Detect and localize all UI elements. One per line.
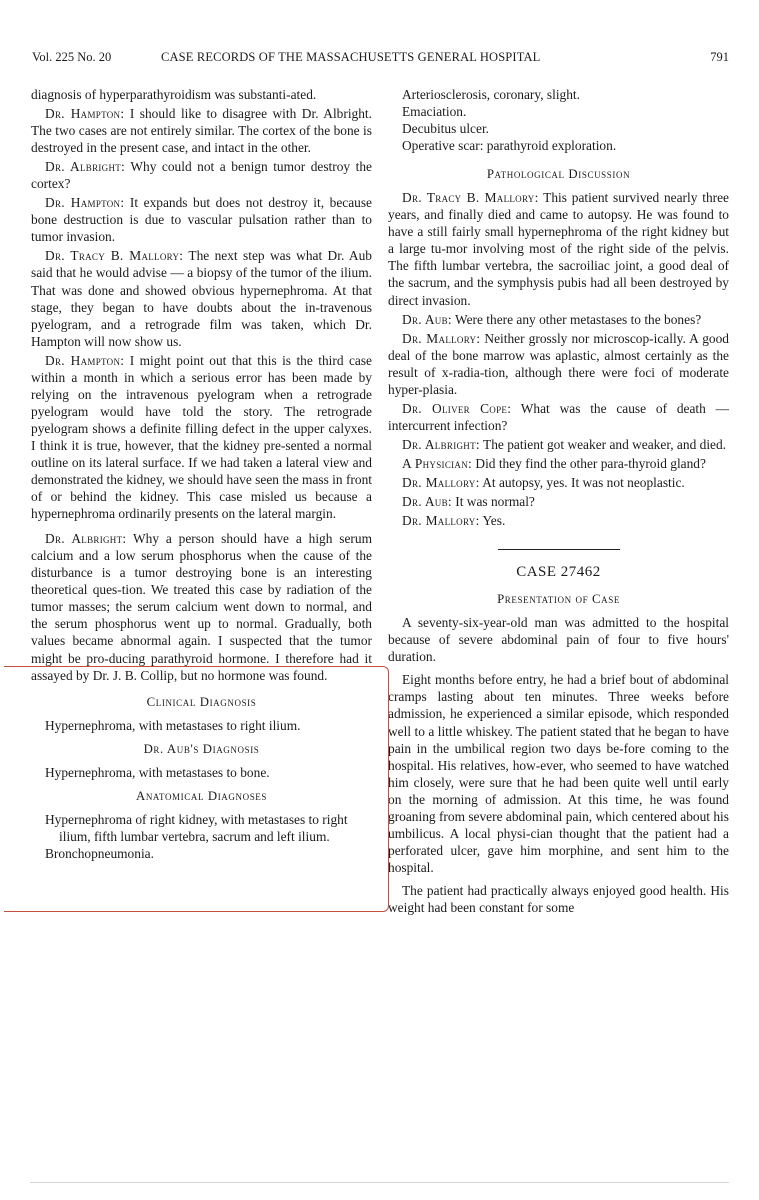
paragraph-text: Were there any other metastases to the bones? (451, 311, 702, 327)
paragraph-text: The next step was what Dr. Aub said that he would advise — a biopsy of the tumor of the ilium. That was done and showed obvious hypernephroma. At that stage, they began to have doubts about the in-travenous pyelogram, and a retrograde film was taken, which Dr. Hampton will now show us. (31, 248, 372, 349)
aub-diagnosis-text: Hypernephroma, with metastases to bone. (45, 764, 270, 780)
paragraph: The patient had practically always enjoyed good health. His weight had been constant for some (388, 882, 729, 915)
aub-diagnosis-heading: Dr. Aub's Diagnosis (143, 741, 260, 756)
paragraph-text: It was normal? (451, 494, 535, 510)
paragraph-text: Why could not a benign tumor destroy the cortex? (31, 159, 372, 192)
paragraph (31, 352, 372, 522)
paragraph-text: Did they find the other para-thyroid gland? (472, 455, 706, 471)
speaker-name: Dr. Albright: (45, 159, 126, 175)
clinical-diagnosis-text: Hypernephroma, with metastases to right ilium. (45, 717, 301, 733)
anatomical-diagnoses-heading: Anatomical Diagnoses (135, 788, 268, 803)
paragraph (388, 474, 729, 491)
paragraph-text: I might point out that this is the third case within a month in which a serious error has been made by relying on the intravenous pyelogram when a retrograde pyelogram would have told the story. The retrograde pyelogram shows a definite filling defect in the upper calyxes. I think it is true, however, that the kidney pre-sented a normal outline on its lateral surface. If we had taken a lateral view and demonstrated the kidney, we should have seen the mass in front of or behind the kidney. This case misled us because a hypernephroma ordinarily presents on the lateral margin. (31, 352, 373, 522)
bottom-divider (30, 1182, 729, 1183)
paragraph (388, 311, 729, 328)
paragraph: Eight months before entry, he had a brief bout of abdominal cramps lasting about ten minutes. Three weeks before admission, he experienced a similar episode, which responded well to a little whiskey. The patient stated that he began to have pain in the umbilical region two days be-fore coming to the hospital. His relatives, how-ever, who seemed to have watched him closely, were sure that he had been quite well until early on the morning of admission. At this time, he was found groaning from severe abdominal pain, which centered about his umbilicus. A local physi-cian thought that the patient had a perforated ulcer, gave him morphine, and sent him to the hospital. (388, 672, 729, 875)
case-number-heading: CASE 27462 (516, 564, 601, 581)
clinical-diagnosis-heading: Clinical Diagnosis (146, 694, 257, 709)
presentation-heading: Presentation of Case (497, 592, 620, 607)
paragraph-text: Why a person should have a high serum calcium and a low serum phosphorus when the cause of the disturbance is a tumor destroying bone is an interesting theoretical ques-tion. We treated this case by radiation of the tumor masses; the serum calcium went down to normal, and the serum phosphorus went up to normal. Gradually, both values became abnormal again. I suspected that the tumor might be pro-ducing parathyroid hormone. I therefore had it assayed by Dr. J. B. Collip, but no hormone was found. (31, 531, 372, 683)
paragraph (388, 436, 729, 453)
section-divider (498, 549, 620, 550)
paragraph (388, 400, 729, 434)
speaker-name: Dr. Mallory: (402, 474, 480, 490)
speaker-name: Dr. Mallory: (402, 330, 481, 346)
list-item: Operative scar: parathyroid exploration. (402, 138, 617, 154)
highlighted-paragraph (31, 530, 372, 683)
anatomical-diagnosis-item: Bronchopneumonia. (45, 845, 154, 861)
paragraph (31, 105, 372, 156)
anatomical-diagnosis-item: Hypernephroma of right kidney, with metastases to right ilium, fifth lumbar vertebra, sacrum and left ilium. (45, 811, 348, 844)
speaker-name: Dr. Hampton: (45, 106, 125, 122)
paragraph (388, 330, 729, 398)
paragraph (31, 158, 372, 192)
paragraph-text: It expands but does not destroy it, because bone destruction is due to vascular pulsation rather than to tumor invasion. (31, 195, 372, 245)
paragraph-text: Neither grossly nor microscop-ically. A good deal of the bone marrow was aplastic, almost certainly as the result of x-radia-tion, although there were foci of moderate hyper-plasia. (388, 330, 729, 397)
paragraph (31, 247, 372, 349)
speaker-name: Dr. Aub: (402, 311, 452, 327)
list-item: Arteriosclerosis, coronary, slight. (402, 87, 581, 102)
left-column (31, 86, 372, 862)
paragraph-text: At autopsy, yes. It was not neoplastic. (479, 474, 685, 490)
paragraph-text: The patient got weaker and weaker, and died. (479, 436, 727, 452)
speaker-name: Dr. Albright: (45, 531, 127, 547)
list-item: Emaciation. (402, 104, 467, 120)
speaker-name: Dr. Hampton: (45, 195, 125, 211)
speaker-name: A Physician: (402, 455, 473, 471)
paragraph-text: This patient survived nearly three years, and finally died and came to autopsy. He was found to have a still fairly small hypernephroma of the right kidney but a large tu-mor involving most of the right side of the pelvis. The fifth lumbar vertebra, the sacroiliac joint, a good deal of the sacrum, and the symphysis pubis had all been destroyed by direct invasion. (388, 190, 729, 308)
speaker-name: Dr. Aub: (402, 494, 452, 510)
diagnoses-list (388, 86, 729, 154)
pathological-discussion-heading: Pathological Discussion (486, 167, 631, 182)
journal-section-title: CASE RECORDS OF THE MASSACHUSETTS GENERAL HOSPITAL (161, 50, 541, 64)
page-number: 791 (710, 50, 729, 64)
paragraph (388, 493, 729, 510)
speaker-name: Dr. Mallory: (402, 513, 480, 529)
speaker-name: Dr. Hampton: (45, 352, 125, 368)
speaker-name: Dr. Oliver Cope: (402, 400, 512, 416)
paragraph: diagnosis of hyperparathyroidism was substanti-ated. (31, 87, 317, 102)
list-item: Decubitus ulcer. (402, 121, 490, 137)
volume-number: Vol. 225 No. 20 (32, 50, 112, 64)
paragraph (388, 189, 729, 308)
speaker-name: Dr. Tracy B. Mallory: (45, 248, 184, 264)
paragraph-text: I should like to disagree with Dr. Albright. The two cases are not entirely similar. The cortex of the bone is destroyed in the present case, and intact in the other. (31, 106, 373, 156)
right-column (388, 86, 729, 916)
speaker-name: Dr. Tracy B. Mallory: (402, 190, 539, 206)
speaker-name: Dr. Albright: (402, 436, 480, 452)
paragraph-text: What was the cause of death — intercurrent infection? (388, 400, 729, 433)
paragraph (388, 512, 729, 529)
running-head (32, 50, 729, 68)
paragraph (31, 194, 372, 245)
paragraph-text: Yes. (479, 513, 506, 529)
paragraph: A seventy-six-year-old man was admitted to the hospital because of severe abdominal pain of four to five hours' duration. (388, 615, 729, 665)
paragraph (388, 455, 729, 472)
